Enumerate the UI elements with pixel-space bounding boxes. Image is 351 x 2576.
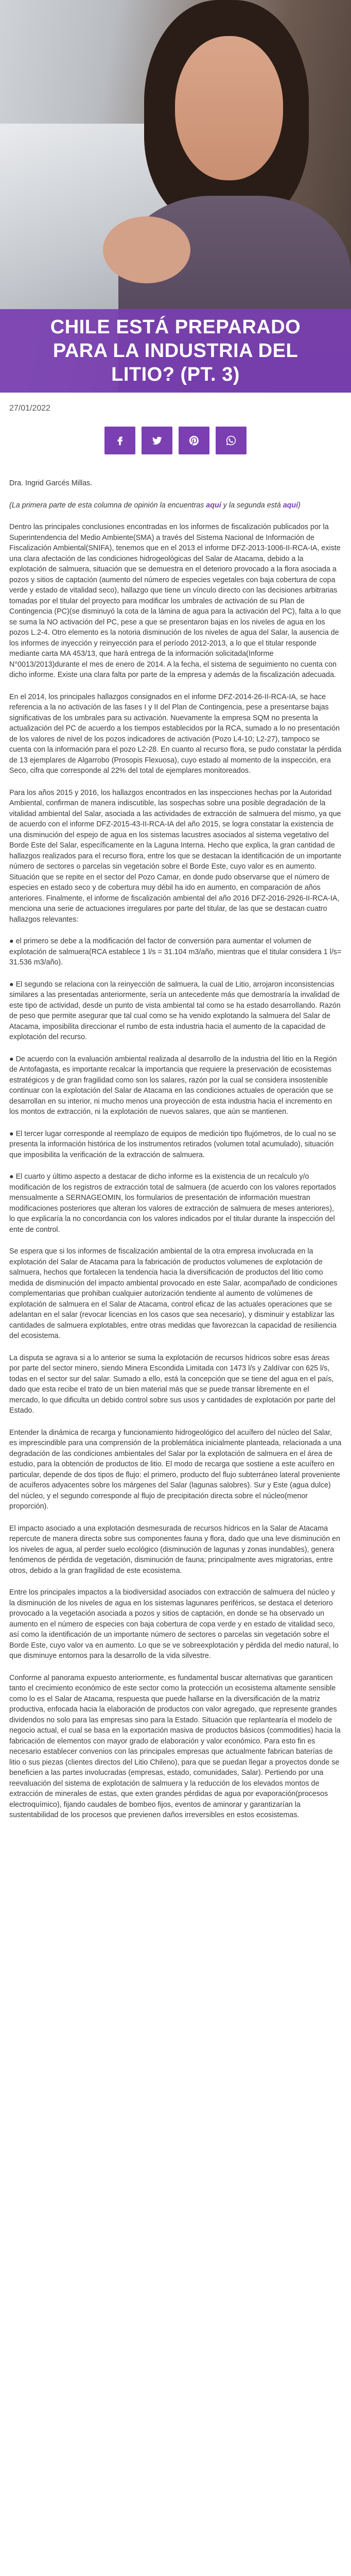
share-twitter-button[interactable] <box>142 427 172 454</box>
pinterest-icon <box>188 435 200 446</box>
article <box>0 404 351 1821</box>
twitter-icon <box>151 435 163 446</box>
paragraph: En el 2014, los principales hallazgos consignados en el informe DFZ-2014-26-II-RCA-IA, se hace referencia a la no activación de las fases I y II del Plan de Contingencia, pese a presentarse bajas significativas de los umbrales para su activación. Nuevamente la empresa SQM no presenta la actualización del PC de acuerdo a los tiempos establecidos por la RCA, sumado a lo no presentación de los valores de nivel de los pozos indicadores de activación (Pozo L4-10; L2-27), tampoco se cuenta con la información para el pozo L2-28. En cuanto al recurso flora, se pudo constatar la pérdida de 13 ejemplares de Algarrobo (Prosopis Flexuosa), cuyo estado al momento de la inspección, era Seco, cifra que corresponde al 22% del total de ejemplares monitoreados. <box>9 692 342 775</box>
bullet-item: ● El tercer lugar corresponde al reemplazo de equipos de medición tipo flujómetros, de lo cual no se presenta la información histórica de los instrumentos retirados (volumen total acumulado), situación que imposibilita la verificación de la extracción de salmuera. <box>9 1129 336 1159</box>
paragraph: Entender la dinámica de recarga y funcionamiento hidrogeológico del acuífero del núcleo del Salar, es imprescindible para una comprensión de la problemática inicialmente planteada, relacionada a una degradación de las condiciones ambientales del Salar por la explotación de salmuera en el área de estudio, para la obtención de productos de litio. El modo de recarga que sostiene a este acuífero en particular, depende de dos tipos de flujo: el primero, producto del flujo subterráneo lateral proveniente de acuíferos adyacentes sobre los márgenes del Salar (lagunas salobres). Sur y Este (agua dulce) del núcleo, y el segundo corresponde al flujo de precipitación directa sobre el núcleo(menor proporción). <box>9 1428 342 1511</box>
series-note-text-2: y la segunda está <box>221 501 283 510</box>
bullet-item: ● El segundo se relaciona con la reinyección de salmuera, la cual de Litio, arrojaron inconsistencias similares a las presentadas anteriormente, sería un antecedente más que demostraría la invalidad de este tipo de actividad, desde un punto de vista ambiental tal como se ha estado desarrollando. Razón de peso que permite asegurar que tal cual como se ha venido explotando la salmuera del Salar de Atacama, imposibilita direccionar el rumbo de esta industria hacia el aumento de la capacidad de explotación del recurso. <box>9 980 341 1041</box>
share-facebook-button[interactable] <box>104 427 135 454</box>
paragraph: Dentro las principales conclusiones encontradas en los informes de fiscalización publicados por la Superintendencia del Medio Ambiente(SMA) a través del Sistema Nacional de Información de Fiscalización Ambiental(SNIFA), tenemos que en el 2013 el informe DFZ-2013-1006-II-RCA-IA, existe una clara afectación de las condiciones hidrogeológicas del Salar de Atacama, debido a la explotación de salmuera, situación que se demuestra en el deterioro provocado a la flora asociada a pozos y sitios de captación (aumento del número de especies vegetales con baja cobertura de copa verde y estado de vitalidad seco), hallazgo que tiene un vínculo directo con las decisiones arbitrarias tomadas por el titular del proyecto para modificar los umbrales de activación de su Plan de Contingencia (PC)(se disminuyó la cota de la lámina de agua para la activación del PC), falta a lo que se suma la NO activación del PC, pese a que se presentaron bajas en los niveles de agua en los pozos L.2-4. Otro elemento es la notoria disminución de los niveles de agua del Salar, la ausencia de los informes de inyección y reinyección para el período 2012-2013, a lo que el titular responde mediante carta MA 453/13, que hará entrega de la información solicitada(Informe N°0013/2013)durante el mes de enero de 2014. A la fecha, el sistema de seguimiento no cuenta con dicho informe. Existe una clara falta por parte de la empresa y además de la fiscalización adecuada. <box>9 523 341 679</box>
paragraph: El impacto asociado a una explotación desmesurada de recursos hídricos en la Salar de Atacama repercute de manera directa sobre sus componentes fauna y flora, dado que una leve disminución en los niveles de agua, al perder suelo ecológico (disminución de lagunas y zonas inundables), genera fenómenos de pérdida de vegetación, disminución de fauna; principalmente aves migratorias, entre otros, debido a la gran fragilidad de este ecosistema. <box>9 1524 340 1575</box>
paragraph: Para los años 2015 y 2016, los hallazgos encontrados en las inspecciones hechas por la Autoridad Ambiental, confirman de manera indiscutible, las sospechas sobre una posible degradación de la vitalidad ambiental del Salar, asociada a las actividades de extracción de salmuera del mismo, ya que de acuerdo con el informe DFZ-2015-43-II-RCA-IA del año 2015, se logra constatar la existencia de una disminución del espejo de agua en los sistemas lacustres asociados al sistema vegetativo del Borde Este del Salar, específicamente en la Laguna Interna. Hecho que explica, la gran cantidad de hallazgos realizados para el recurso flora, entre los que se destacan la identificación de un importante número de sectores o parcelas sin vegetación sobre el Borde Este, cuyo valor es en aumento. Situación que se repite en el sector del Pozo Camar, en donde pudo observarse que el número de especies en estado seco y de cobertura muy débil ha ido en aumento, en comparación de años anteriores. Finalmente, el informe de fiscalización ambiental del año 2016 DFZ-2016-2926-II-RCA-IA, menciona una serie de actuaciones irregulares por parte del titular, de las que se destacan cuatro hallazgos relevantes: <box>9 788 342 924</box>
paragraph: Conforme al panorama expuesto anteriormente, es fundamental buscar alternativas que garanticen tanto el crecimiento económico de este sector como la protección un ecosistema altamente sensible como lo es el Salar de Atacama, respuesta que puede hallarse en la diversificación de la matriz productiva, enfocada hacia la elaboración de productos con valor agregado, que represente grandes dividendos no solo para las empresas sino para la Estado. Situación que replantearía el modelo de negocio actual, el cual se basa en la exportación masiva de productos básicos (commodities) hacia la fabricación de elementos con mayor grado de elaboración y valor económico. Para esto fin es necesario establecer convenios con las principales empresas que actualmente fabrican baterías de litio o sus piezas (clientes directos del Litio Chileno), para que se puedan llegar a proyectos donde se beneficien a las partes involucradas (empresas, estado, comunidades, Salar). Pertiendo por una reevaluación del sistema de explotación de salmuera y la reducción de los elevados montos de extracción de minerales de estas, que exten grandes pérdidas de agua por evaporación(procesos electroquímico), fijando caudales de bombeo fijos, eventos de aminorar y garantizarían la sustentabilidad de los procesos que previenen daños irreversibles en estos ecosistemas. <box>9 1673 341 1819</box>
hero-image-hand <box>103 216 190 283</box>
series-note-end: ) <box>298 501 301 510</box>
bullet-item: ● El cuarto y último aspecto a destacar de dicho informe es la existencia de un recalculo y/o modificación de los registros de extracción total de salmuera (de acuerdo con los valores reportados mensualmente a SERNAGEOMIN, los formularios de presentación de información muestran modificaciones posteriores que alteran los valores de extracción de salmuera de meses anteriores), lo que explicaría la no concordancia con los valores indicados por el titular durante la inspección del ente de control. <box>9 1173 336 1234</box>
share-buttons <box>9 427 342 454</box>
paragraph: Se espera que si los informes de fiscalización ambiental de la otra empresa involucrada en la explotación del Salar de Atacama para la fabricación de productos volumenes de explotación de salmuera, hechos que fortalecen la tendencia hacia la diversificación de productos del litio como medida de disminución del impacto ambiental provocado en este Salar, acompañado de condiciones complementarias que prohiban cualquier autorización tendiente al aumento de volúmenes de explotación de salmuera en el Salar de Atacama, control eficaz de las actuales operaciones que se adelantan en el salar (revocar licencias en los casos que sea necesario), y disminuir y establizar las cantidades de salmuera explotables, entre otras medidas que favorezcan la capacidad de resiliencia del ecosistema. <box>9 1247 338 1340</box>
publish-date: 27/01/2022 <box>9 404 51 413</box>
part-one-link[interactable]: aquí <box>206 501 221 510</box>
series-note-text: (La primera parte de esta columna de opinión la encuentras <box>9 501 206 510</box>
whatsapp-icon <box>225 435 237 446</box>
bullet-item: ● De acuerdo con la evaluación ambiental realizada al desarrollo de la industria del litio en la Región de Antofagasta, es importante recalcar la importancia que requiere la preservación de ecosistemas estratégicos y de gran fragilidad como son los salares, razón por la cual se considera insostenible continuar con la explotación del Salar de Atacama en las condiciones actuales de operación que se desarrollan en su interior, ni mucho menos una proyección de esta industria hacia el incremento en los montos de extracción, ni la explotación de nuevos salares, que aún se mantienen. <box>9 1055 337 1116</box>
share-pinterest-button[interactable] <box>179 427 209 454</box>
share-whatsapp-button[interactable] <box>216 427 247 454</box>
page-title: CHILE ESTÁ PREPARADO PARA LA INDUSTRIA DEL LITIO? (PT. 3) <box>50 316 301 385</box>
series-note <box>9 500 342 511</box>
title-banner <box>0 309 351 393</box>
part-two-link[interactable]: aquí <box>283 501 299 510</box>
hero-banner <box>0 0 351 393</box>
hero-image-face <box>175 36 283 180</box>
facebook-icon <box>114 435 126 446</box>
bullet-item: ● el primero se debe a la modificación del factor de conversión para aumentar el volumen de explotación de salmuera(RCA establece 1 l/s = 31.104 m3/año, mientras que el titular considera 1 l/s= 31.536 m3/año). <box>9 937 342 967</box>
author-name: Dra. Ingrid Garcés Millas. <box>9 479 93 487</box>
paragraph: Entre los principales impactos a la biodiversidad asociados con extracción de salmuera del núcleo y la disminución de los niveles de agua en los sistemas lagunares periféricos, se destaca el deterioro provocado a la vegetación asociada a pozos y sitios de captación, en donde se ha observado un aumento en el número de especies con baja cobertura de copa verde y en estado de vitalidad seco, así como la identificación de un importante número de sectores o parcelas sin vegetación sobre el Borde Este, cuyo valor va en aumento. Lo que se ve sobreexplotación y pérdida del medio natural, lo que disminuye entornos para la desarrollo de la vida silvestre. <box>9 1588 339 1660</box>
paragraph: La disputa se agrava si a lo anterior se suma la explotación de recursos hídricos sobre esas áreas por parte del sector minero, siendo Minera Escondida Limitada con 1473 l/s y Zaldívar con 625 l/s, todas en el sector sur del salar. Sumado a ello, está la concepción que se tiene del agua en el país, dado que esta recibe el trato de un bien material más que se puede transar libremente en el mercado, lo que dificulta un debido control sobre sus usos y cantidades de explotación por parte del Estado. <box>9 1353 336 1415</box>
